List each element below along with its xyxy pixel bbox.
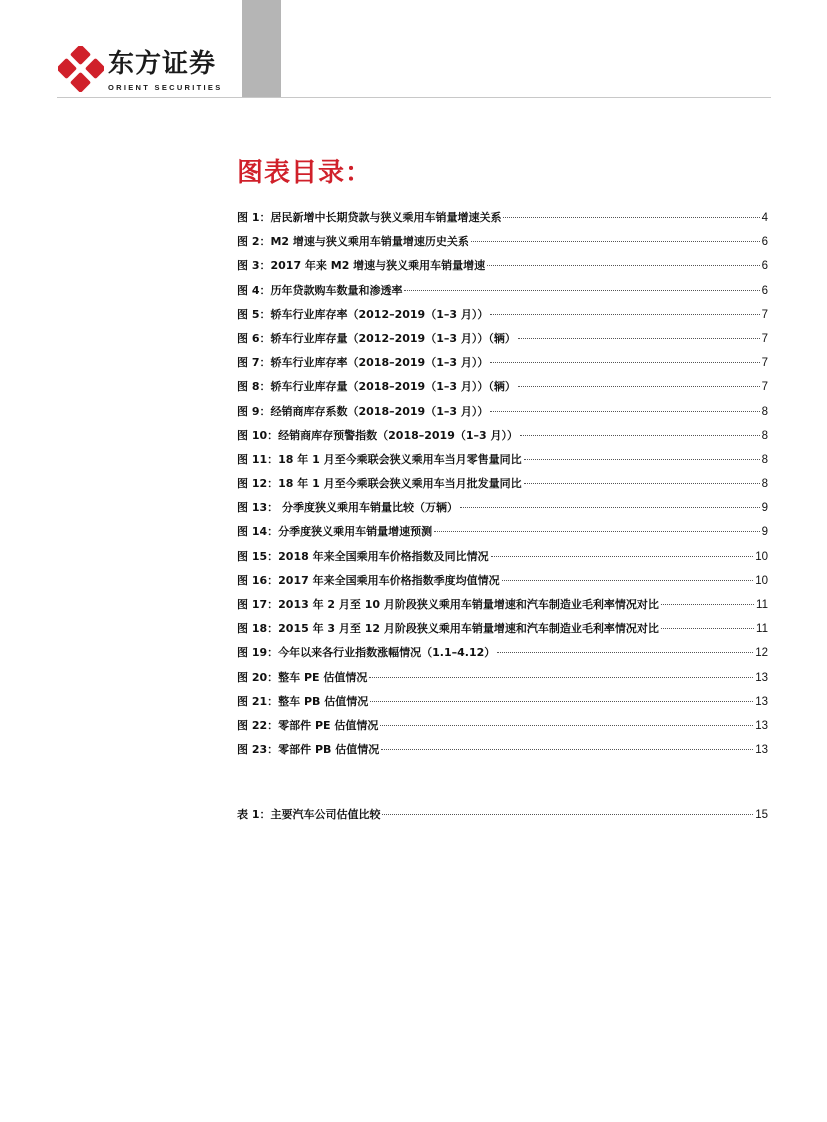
toc-entry[interactable]: [237, 451, 768, 475]
toc-dot-leader: [381, 749, 753, 750]
toc-entry[interactable]: [237, 548, 768, 572]
toc-dot-leader: [661, 604, 754, 605]
toc-entry-label: 图 22：零部件 PE 估值情况: [237, 718, 379, 732]
toc-entry[interactable]: [237, 233, 768, 257]
toc-entry-page: 8: [761, 453, 768, 466]
toc-dot-leader: [502, 580, 754, 581]
toc-entry[interactable]: [237, 620, 768, 644]
toc-entry[interactable]: [237, 806, 768, 830]
toc-entry[interactable]: [237, 572, 768, 596]
toc-dot-leader: [471, 241, 760, 242]
figure-toc-list: [237, 209, 768, 765]
toc-entry-page: 13: [755, 744, 768, 757]
toc-entry[interactable]: [237, 306, 768, 330]
toc-entry-page: 7: [761, 308, 768, 321]
toc-entry-page: 11: [756, 599, 768, 611]
toc-dot-leader: [370, 701, 753, 702]
toc-dot-leader: [503, 217, 759, 218]
toc-entry-page: 13: [755, 671, 768, 684]
brand-name-en: ORIENT SECURITIES: [108, 83, 223, 92]
toc-entry-page: 8: [761, 405, 768, 418]
toc-entry-page: 6: [761, 236, 768, 249]
toc-entry-label: 图 15：2018 年来全国乘用车价格指数及同比情况: [237, 549, 489, 563]
toc-entry[interactable]: [237, 741, 768, 765]
toc-entry[interactable]: [237, 596, 768, 620]
toc-entry-label: 图 20：整车 PE 估值情况: [237, 670, 368, 684]
toc-entry-label: 图 1：居民新增中长期贷款与狭义乘用车销量增速关系: [237, 211, 502, 224]
toc-entry-label: 图 9：经销商库存系数（2018–2019（1–3 月））: [237, 404, 489, 418]
toc-entry-page: 8: [761, 429, 768, 442]
toc-entry[interactable]: [237, 475, 768, 499]
toc-entry[interactable]: [237, 209, 768, 233]
header-grey-bar: [242, 0, 281, 97]
toc-entry-page: 7: [761, 381, 768, 394]
toc-entry[interactable]: [237, 403, 768, 427]
toc-entry-label: 图 19：今年以来各行业指数涨幅情况（1.1–4.12）: [237, 646, 496, 660]
toc-entry[interactable]: [237, 523, 768, 547]
toc-title: 图表目录：: [237, 158, 373, 188]
toc-entry-label: 图 3：2017 年来 M2 增速与狭义乘用车销量增速: [237, 259, 486, 273]
toc-dot-leader: [661, 628, 754, 629]
toc-entry[interactable]: [237, 378, 768, 402]
toc-entry-label: 图 4：历年贷款购车数量和渗透率: [237, 283, 403, 297]
toc-entry-label: 图 7：轿车行业库存率（2018–2019（1–3 月））: [237, 356, 489, 370]
toc-entry-page: 6: [761, 284, 768, 297]
toc-entry-page: 7: [761, 357, 768, 370]
toc-entry[interactable]: [237, 330, 768, 354]
toc-entry-page: 15: [755, 809, 768, 821]
toc-entry[interactable]: [237, 644, 768, 668]
toc-entry-label: 图 18：2015 年 3 月至 12 月阶段狭义乘用车销量增速和汽车制造业毛利率情况对比: [237, 622, 659, 636]
toc-entry[interactable]: [237, 354, 768, 378]
toc-entry-page: 12: [755, 647, 768, 660]
brand-wordmark: [108, 50, 223, 92]
toc-entry-label: 图 12：18 年 1 月至今乘联会狭义乘用车当月批发量同比: [237, 477, 522, 491]
toc-entry-page: 8: [761, 478, 768, 491]
toc-entry-page: 9: [761, 526, 768, 539]
toc-dot-leader: [382, 814, 753, 815]
toc-entry-label: 图 14：分季度狭义乘用车销量增速预测: [237, 525, 433, 539]
toc-dot-leader: [497, 652, 753, 653]
toc-entry-page: 13: [755, 695, 768, 708]
toc-entry[interactable]: [237, 427, 768, 451]
toc-entry-page: 11: [756, 623, 768, 636]
header-divider: [57, 97, 771, 98]
toc-entry-label: 图 13： 分季度狭义乘用车销量比较（万辆）: [237, 501, 458, 515]
brand-logo: [58, 46, 223, 94]
toc-entry-label: 表 1：主要汽车公司估值比较: [237, 808, 381, 821]
toc-entry-label: 图 23：零部件 PB 估值情况: [237, 743, 380, 757]
toc-entry[interactable]: [237, 693, 768, 717]
toc-dot-leader: [369, 677, 753, 678]
toc-entry-label: 图 8：轿车行业库存量（2018–2019（1–3 月））（辆）: [237, 380, 516, 394]
toc-entry-label: 图 10：经销商库存预警指数（2018–2019（1–3 月））: [237, 428, 519, 442]
toc-dot-leader: [490, 411, 759, 412]
toc-entry-page: 10: [755, 574, 768, 587]
diamond-cluster-logo-icon: [58, 46, 104, 92]
toc-dot-leader: [524, 483, 760, 484]
toc-entry-label: 图 11：18 年 1 月至今乘联会狭义乘用车当月零售量同比: [237, 452, 522, 466]
toc-dot-leader: [518, 386, 760, 387]
toc-dot-leader: [460, 507, 760, 508]
toc-entry[interactable]: [237, 669, 768, 693]
toc-entry[interactable]: [237, 499, 768, 523]
toc-entry-page: 9: [761, 502, 768, 515]
toc-dot-leader: [434, 531, 759, 532]
toc-dot-leader: [490, 314, 759, 315]
toc-dot-leader: [520, 435, 760, 436]
toc-dot-leader: [487, 265, 759, 266]
table-toc-list: [237, 806, 768, 830]
toc-entry-page: 6: [761, 260, 768, 273]
toc-entry-page: 7: [761, 332, 768, 345]
toc-entry-page: 4: [761, 212, 768, 224]
toc-dot-leader: [524, 459, 760, 460]
toc-entry[interactable]: [237, 282, 768, 306]
toc-entry-page: 13: [755, 719, 768, 732]
toc-entry[interactable]: [237, 257, 768, 281]
toc-dot-leader: [380, 725, 753, 726]
toc-entry-page: 10: [755, 550, 768, 563]
toc-entry-label: 图 5：轿车行业库存率（2012–2019（1–3 月））: [237, 307, 489, 321]
toc-entry-label: 图 16：2017 年来全国乘用车价格指数季度均值情况: [237, 573, 500, 587]
toc-entry-label: 图 6：轿车行业库存量（2012–2019（1–3 月））（辆）: [237, 331, 516, 345]
toc-dot-leader: [518, 338, 760, 339]
toc-entry-label: 图 21：整车 PB 估值情况: [237, 694, 369, 708]
brand-name-cn: 东方证券: [108, 49, 217, 79]
toc-dot-leader: [490, 362, 759, 363]
toc-dot-leader: [491, 556, 754, 557]
toc-dot-leader: [404, 290, 759, 291]
toc-entry-label: 图 17：2013 年 2 月至 10 月阶段狭义乘用车销量增速和汽车制造业毛利率情况对比: [237, 598, 659, 611]
toc-entry-label: 图 2：M2 增速与狭义乘用车销量增速历史关系: [237, 235, 469, 249]
toc-entry[interactable]: [237, 717, 768, 741]
